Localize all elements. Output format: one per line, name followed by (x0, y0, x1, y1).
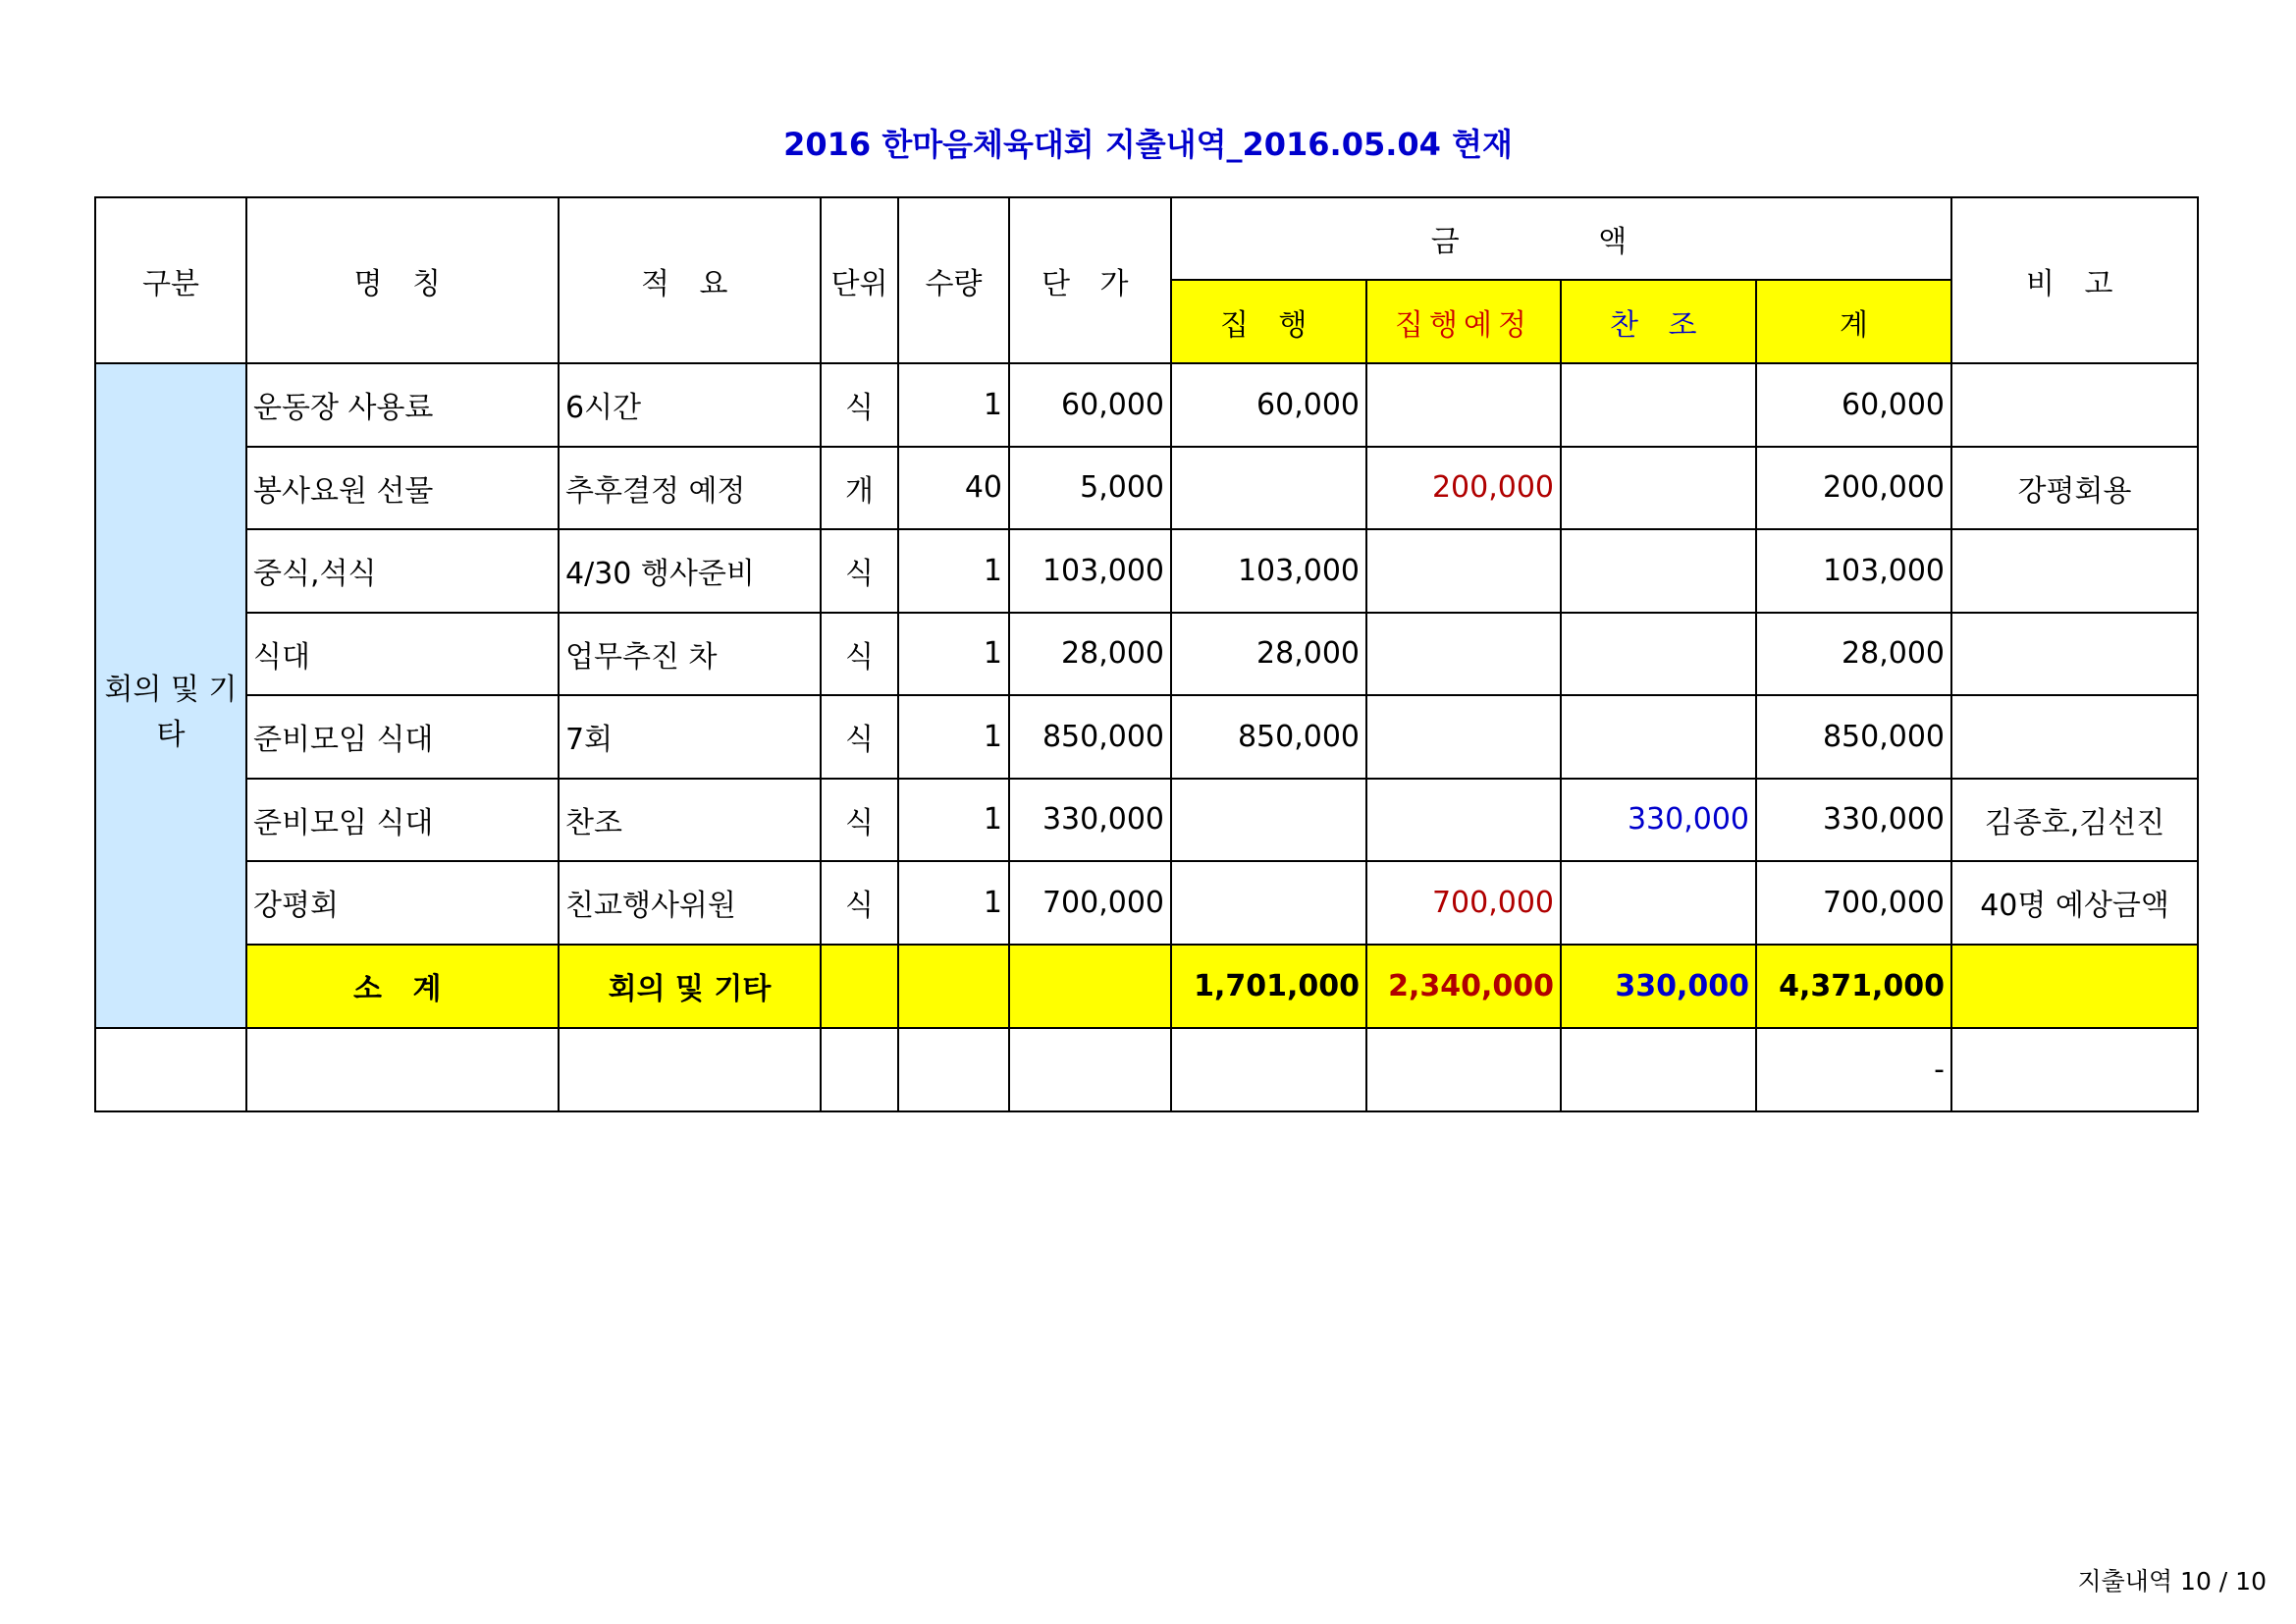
empty-unit (821, 1028, 898, 1111)
header-remarks: 비 고 (1951, 197, 2198, 363)
cell-executed (1171, 447, 1366, 530)
header-category: 구분 (95, 197, 246, 363)
cell-remarks (1951, 363, 2198, 447)
cell-price: 28,000 (1009, 613, 1171, 696)
cell-qty: 1 (898, 779, 1009, 862)
empty-category (95, 1028, 246, 1111)
cell-total: 200,000 (1756, 447, 1951, 530)
cell-planned (1366, 779, 1561, 862)
cell-planned: 200,000 (1366, 447, 1561, 530)
category-cell: 회의 및 기타 (95, 363, 246, 1028)
header-executed: 집 행 (1171, 280, 1366, 363)
cell-qty: 1 (898, 695, 1009, 779)
header-unit: 단위 (821, 197, 898, 363)
cell-name: 운동장 사용료 (246, 363, 559, 447)
cell-planned (1366, 529, 1561, 613)
cell-planned (1366, 613, 1561, 696)
table-row (95, 779, 2198, 862)
cell-price: 330,000 (1009, 779, 1171, 862)
header-row-1 (95, 197, 2198, 280)
cell-remarks: 40명 예상금액 (1951, 861, 2198, 945)
cell-planned (1366, 363, 1561, 447)
header-total: 계 (1756, 280, 1951, 363)
cell-desc: 찬조 (559, 779, 821, 862)
table-row (95, 447, 2198, 530)
cell-unit: 식 (821, 779, 898, 862)
subtotal-price (1009, 945, 1171, 1028)
cell-desc: 7회 (559, 695, 821, 779)
cell-remarks (1951, 613, 2198, 696)
cell-sponsor (1561, 613, 1756, 696)
cell-unit: 개 (821, 447, 898, 530)
table-row (95, 861, 2198, 945)
empty-row (95, 1028, 2198, 1111)
cell-executed (1171, 861, 1366, 945)
header-qty: 수량 (898, 197, 1009, 363)
cell-price: 5,000 (1009, 447, 1171, 530)
cell-name: 준비모임 식대 (246, 779, 559, 862)
cell-qty: 1 (898, 861, 1009, 945)
subtotal-qty (898, 945, 1009, 1028)
empty-executed (1171, 1028, 1366, 1111)
cell-executed: 28,000 (1171, 613, 1366, 696)
expense-table (94, 196, 2199, 1112)
cell-unit: 식 (821, 861, 898, 945)
header-planned: 집행예정 (1366, 280, 1561, 363)
header-name: 명 칭 (246, 197, 559, 363)
subtotal-remarks (1951, 945, 2198, 1028)
cell-price: 103,000 (1009, 529, 1171, 613)
cell-sponsor (1561, 447, 1756, 530)
header-sponsor: 찬 조 (1561, 280, 1756, 363)
page-title: 2016 한마음체육대회 지출내역_2016.05.04 현재 (783, 126, 1513, 163)
cell-total: 28,000 (1756, 613, 1951, 696)
cell-desc: 6시간 (559, 363, 821, 447)
cell-remarks: 김종호,김선진 (1951, 779, 2198, 862)
cell-qty: 40 (898, 447, 1009, 530)
cell-sponsor (1561, 861, 1756, 945)
subtotal-executed: 1,701,000 (1171, 945, 1366, 1028)
empty-planned (1366, 1028, 1561, 1111)
cell-planned (1366, 695, 1561, 779)
cell-qty: 1 (898, 529, 1009, 613)
cell-unit: 식 (821, 695, 898, 779)
cell-price: 850,000 (1009, 695, 1171, 779)
cell-remarks (1951, 529, 2198, 613)
cell-remarks (1951, 695, 2198, 779)
cell-unit: 식 (821, 363, 898, 447)
cell-planned: 700,000 (1366, 861, 1561, 945)
table-row (95, 529, 2198, 613)
empty-qty (898, 1028, 1009, 1111)
cell-desc: 4/30 행사준비 (559, 529, 821, 613)
empty-desc (559, 1028, 821, 1111)
cell-sponsor (1561, 529, 1756, 613)
cell-qty: 1 (898, 613, 1009, 696)
empty-price (1009, 1028, 1171, 1111)
cell-desc: 업무추진 차 (559, 613, 821, 696)
cell-unit: 식 (821, 613, 898, 696)
cell-name: 봉사요원 선물 (246, 447, 559, 530)
cell-total: 700,000 (1756, 861, 1951, 945)
cell-sponsor (1561, 695, 1756, 779)
empty-total: - (1756, 1028, 1951, 1111)
cell-sponsor (1561, 363, 1756, 447)
cell-total: 850,000 (1756, 695, 1951, 779)
table-row (95, 363, 2198, 447)
table-row (95, 613, 2198, 696)
cell-name: 준비모임 식대 (246, 695, 559, 779)
subtotal-unit (821, 945, 898, 1028)
empty-sponsor (1561, 1028, 1756, 1111)
subtotal-total: 4,371,000 (1756, 945, 1951, 1028)
subtotal-label: 소 계 (246, 945, 559, 1028)
cell-name: 강평회 (246, 861, 559, 945)
cell-executed: 60,000 (1171, 363, 1366, 447)
cell-total: 60,000 (1756, 363, 1951, 447)
table-row (95, 695, 2198, 779)
cell-desc: 친교행사위원 (559, 861, 821, 945)
cell-qty: 1 (898, 363, 1009, 447)
subtotal-row (95, 945, 2198, 1028)
subtotal-desc: 회의 및 기타 (559, 945, 821, 1028)
header-price: 단 가 (1009, 197, 1171, 363)
cell-executed (1171, 779, 1366, 862)
subtotal-sponsor: 330,000 (1561, 945, 1756, 1028)
cell-name: 식대 (246, 613, 559, 696)
subtotal-planned: 2,340,000 (1366, 945, 1561, 1028)
cell-executed: 103,000 (1171, 529, 1366, 613)
page-footer: 지출내역 10 / 10 (2077, 1567, 2267, 1596)
cell-sponsor: 330,000 (1561, 779, 1756, 862)
cell-total: 330,000 (1756, 779, 1951, 862)
empty-remarks (1951, 1028, 2198, 1111)
header-desc: 적 요 (559, 197, 821, 363)
cell-price: 700,000 (1009, 861, 1171, 945)
cell-total: 103,000 (1756, 529, 1951, 613)
cell-remarks: 강평회용 (1951, 447, 2198, 530)
cell-unit: 식 (821, 529, 898, 613)
cell-desc: 추후결정 예정 (559, 447, 821, 530)
empty-name (246, 1028, 559, 1111)
cell-name: 중식,석식 (246, 529, 559, 613)
cell-price: 60,000 (1009, 363, 1171, 447)
header-amount: 금 액 (1171, 197, 1951, 280)
cell-executed: 850,000 (1171, 695, 1366, 779)
